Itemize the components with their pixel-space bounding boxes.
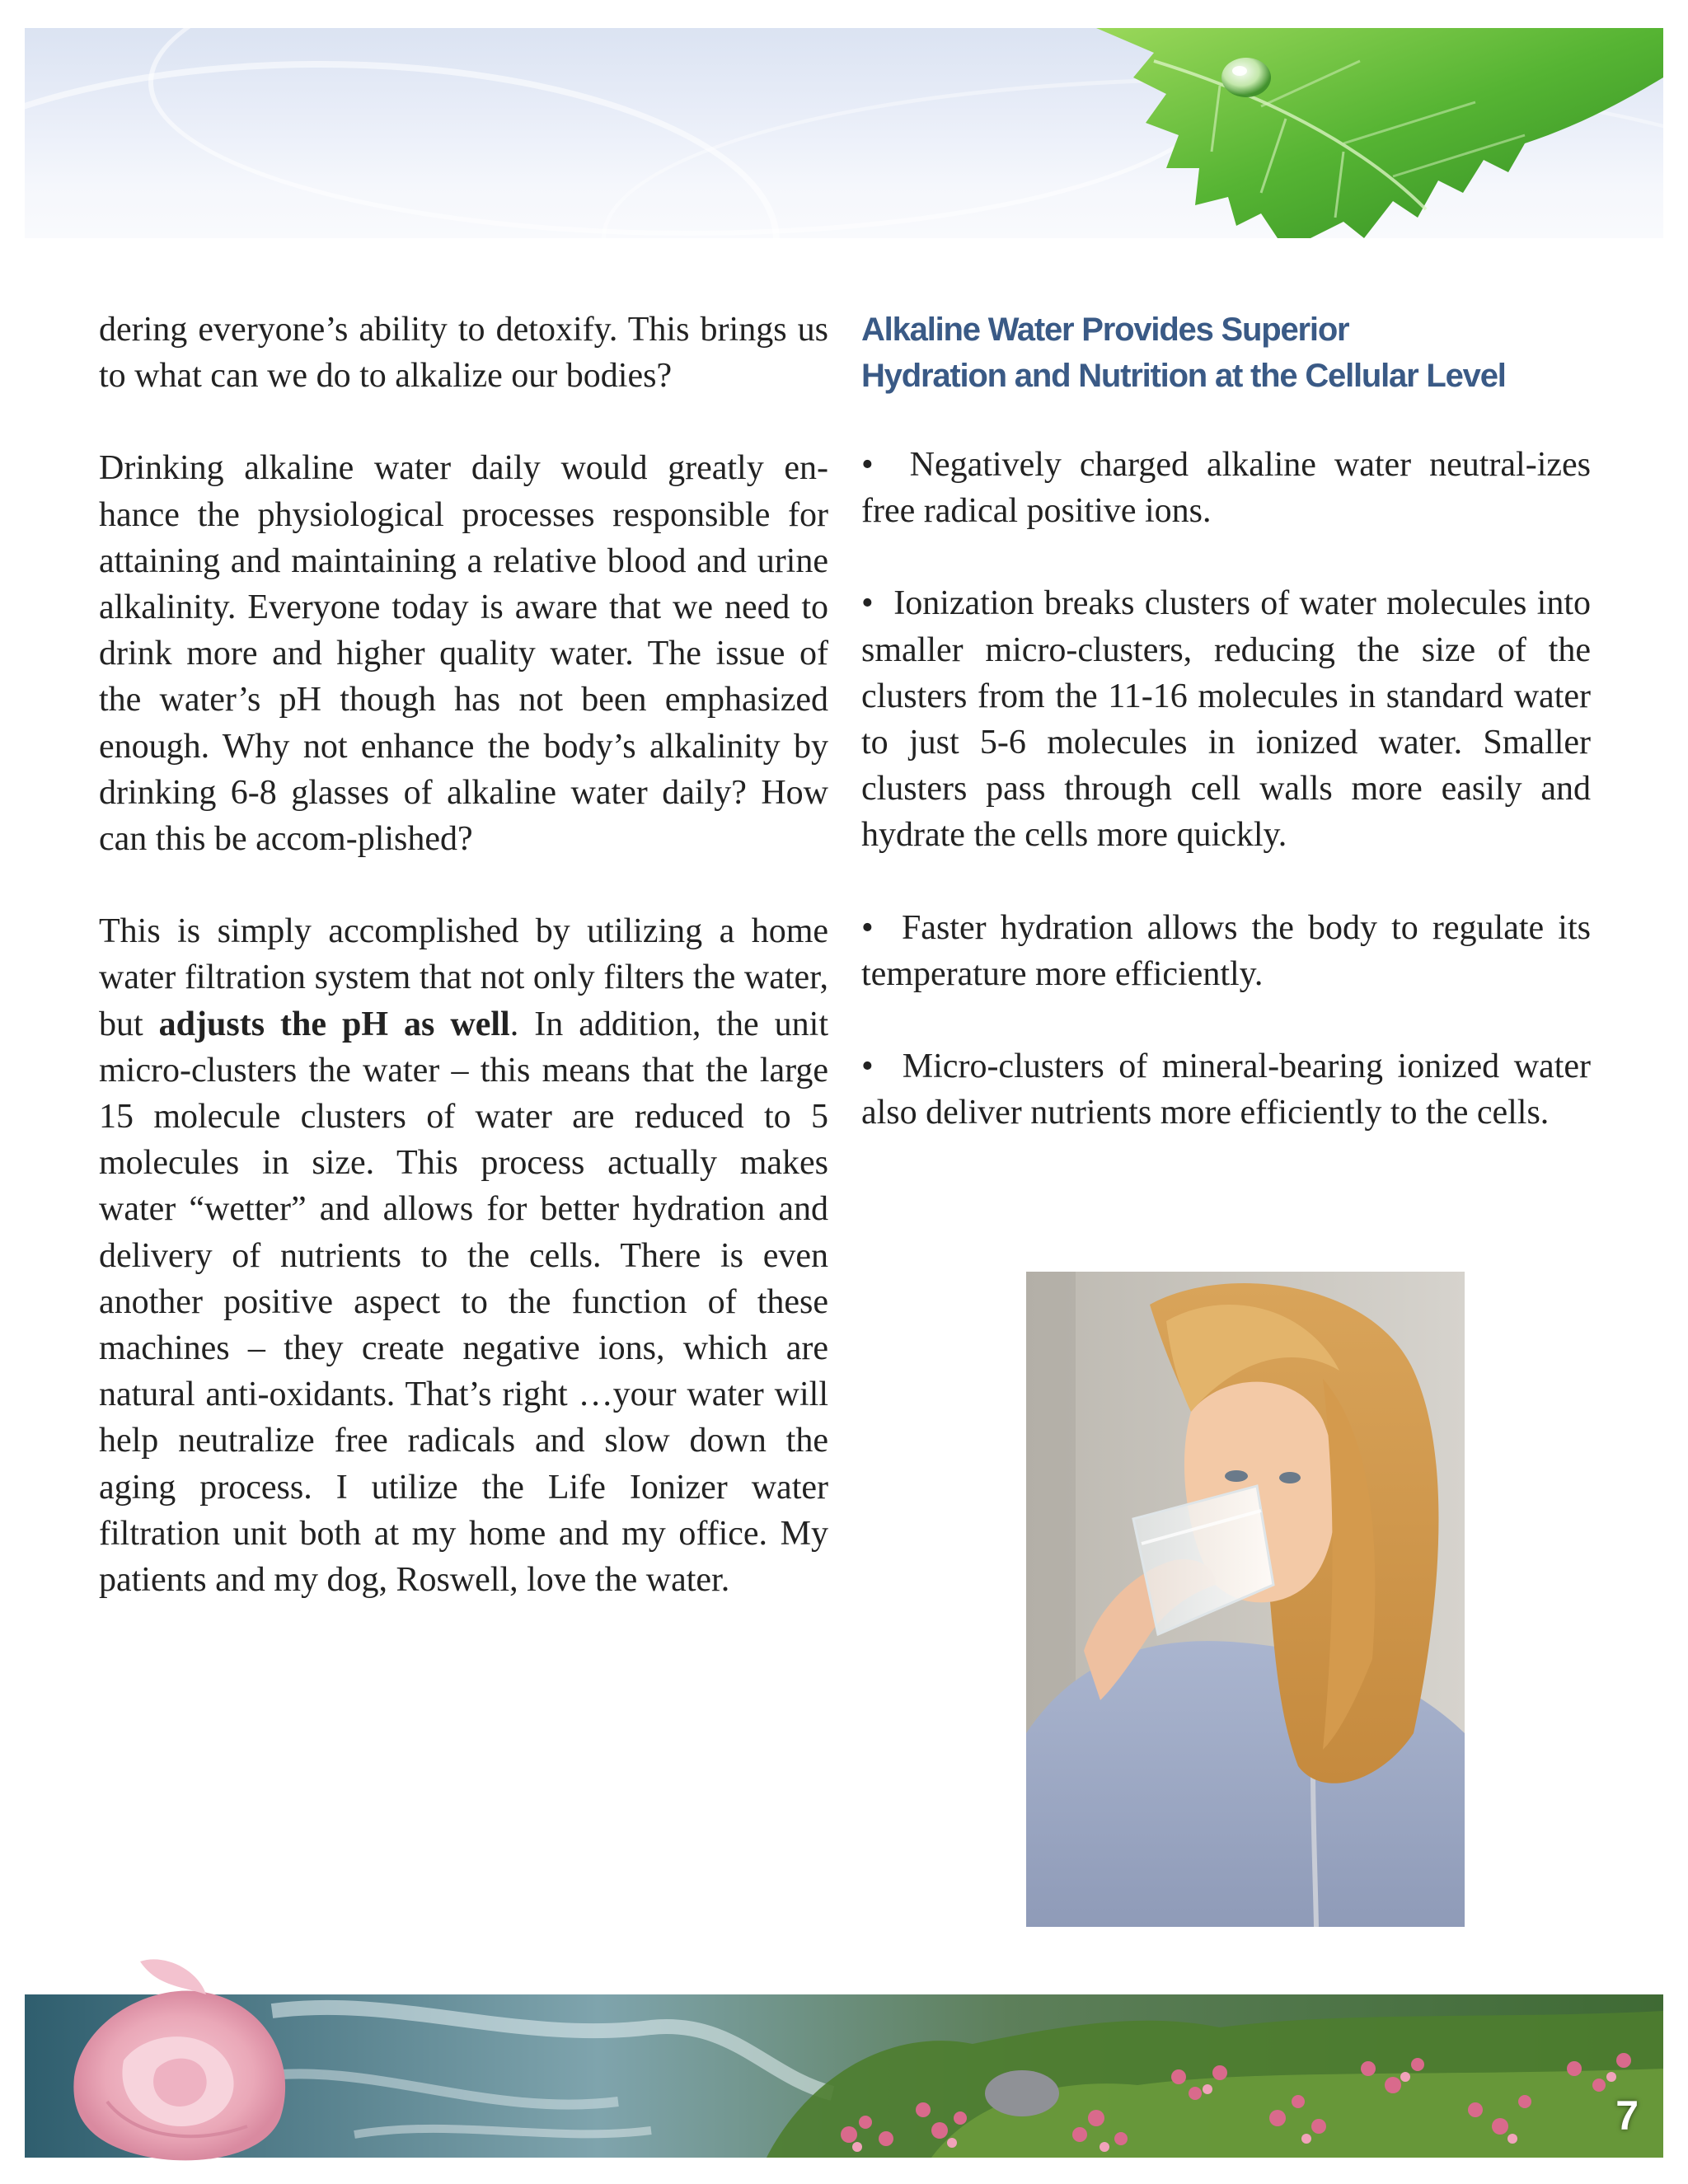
rose-illustration <box>73 1959 285 2160</box>
photo-illustration <box>1026 1272 1465 1927</box>
body-paragraph: dering everyone’s ability to detoxify. This brings us to what can we do to alkalize our bodies? <box>99 311 828 396</box>
bullet-point: • Ionization breaks clusters of water molecules into smaller micro-clusters, reducing the size of the clusters from the 11-16 molecules in standard water to just 5-6 molecules in ionized water. Smaller clusters pass through cell walls more easily and hydrate the cells more quickly. <box>861 584 1600 855</box>
bottom-banner <box>25 1978 1663 2158</box>
right-column <box>861 307 1600 1136</box>
bullet-point: • Negatively charged alkaline water neutral-izes free radical positive ions. <box>861 446 1600 531</box>
woman-drinking-water-photo <box>1026 1272 1465 1927</box>
left-column <box>99 307 828 1603</box>
body-paragraph: Drinking alkaline water daily would greatly en-hance the physiological processes responsible for attaining and maintaining a relative blood and urine alkalinity. Everyone today is aware that we need to drink more and higher quality water. The issue of the water’s pH though has not been emphasized enough. Why not enhance the body’s alkalinity by drinking 6-8 glasses of alkaline water daily? How can this be accom-plished? <box>99 449 828 859</box>
bullet-point: • Micro-clusters of mineral-bearing ionized water also deliver nutrients more efficiently to the cells. <box>861 1047 1600 1132</box>
top-banner <box>25 28 1663 238</box>
page-number: 7 <box>1615 2093 1639 2139</box>
section-heading <box>861 307 1591 399</box>
heading-line: Alkaline Water Provides Superior <box>861 312 1349 348</box>
nature-banner-illustration <box>25 1978 1663 2158</box>
body-paragraph <box>99 908 828 1603</box>
body-text: . In addition, the unit micro-clusters the water – this means that the large 15 molecule clusters of water are reduced to 5 molecules in size. This process actually makes water “wetter” and allows for better hydration and delivery of nutrients to the cells. There is even another positive aspect to the function of these machines – they create negative ions, which are natural anti-oxidants. That’s right …your water will help neutralize free radicals and slow down the aging process. I utilize the Life Ionizer water filtration unit both at my home and my office. My patients and my dog, Roswell, love the water. <box>99 1005 828 1600</box>
leaf-illustration <box>25 28 1663 238</box>
heading-line: Hydration and Nutrition at the Cellular Level <box>861 358 1506 394</box>
bold-emphasis: adjusts the pH as well <box>158 1005 510 1043</box>
bullet-point: • Faster hydration allows the body to regulate its temperature more efficiently. <box>861 908 1600 993</box>
body-text: This is simply accomplished by utilizing a home water filtration system that not only filters the water, but <box>99 912 828 1043</box>
